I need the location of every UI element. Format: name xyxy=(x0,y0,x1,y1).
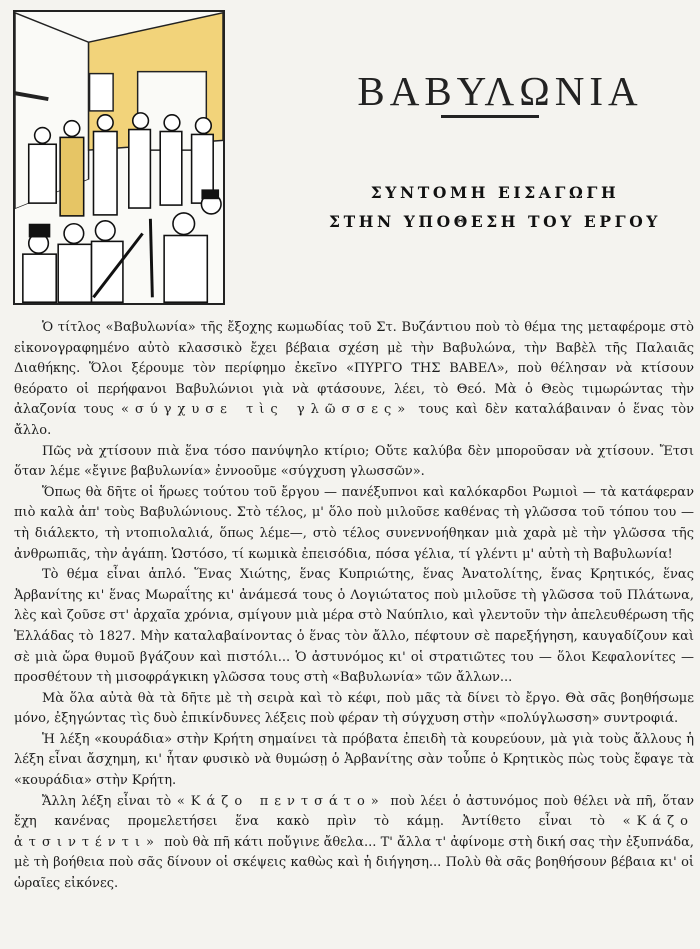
cover-illustration xyxy=(13,10,225,305)
paragraph: Μὰ ὅλα αὐτὰ θὰ τὰ δῆτε μὲ τὴ σειρὰ καὶ τὸ κέφι, ποὺ μᾶς τὰ δίνει τὸ ἔργο. Θὰ σᾶς βοηθήσωμε μόνο, ἐξηγώντας τὶς δυὸ ἐπικίνδυνες λέξεις ποὺ φέραν τὴ σύγχυση στὴν «πολύγλωσση» συντροφιά. xyxy=(14,690,694,727)
section-heading-line-2: ΣΤΗΝ ΥΠΟΘΕΣΗ ΤΟΥ ΕΡΓΟΥ xyxy=(329,212,661,231)
illustration-drawing xyxy=(15,12,223,303)
section-heading xyxy=(295,178,695,236)
wall-poster xyxy=(90,74,114,111)
paragraph-text: Ἄλλη λέξη εἶναι τὸ xyxy=(42,793,177,809)
paragraph-text: ποὺ θὰ πῆ κάτι ποὔγινε ἄθελα... Τ' ἄλλα τ' ἀφίνομε στὴ δική σας τὴν ἐξυπνάδα, μὲ τὴ βοήθεια ποὺ σᾶς δίνουν οἱ σκέψεις καθὼς καὶ ἡ διήγηση... Πολὺ θὰ σᾶς βοηθήσουν βέβαια κι' οἱ ὡραῖες εἰκόνες. xyxy=(14,834,694,892)
emphasized-phrase: «Κάζο ἀτσιντέντι» xyxy=(14,814,694,850)
paragraph: Ὅπως θὰ δῆτε οἱ ἥρωες τούτου τοῦ ἔργου — πανέξυπνοι καὶ καλόκαρδοι Ρωμιοὶ — τὰ κατάφεραν πιὸ καλὰ ἀπ' τοὺς Βαβυλώνιους. Στὸ τέλος, μ' ὅλο ποὺ μιλοῦσε καθένας τὴ γλῶσσα τοῦ τόπου του — τὴ διάλεκτο, τὴ ντοπιολαλιά, ὅπως λέμε—, στὸ τέλος συνεννοήθηκαν μιὰ χαρὰ μὲ τὴν γλῶσσα τῆς ἀνθρωπιᾶς, τὴν ἀγάπη. Ὡστόσο, τί κωμικὰ ἐπεισόδια, πόσα γέλια, τί γλέντι μ' αὐτὴ τὴ Βαβυλωνία! xyxy=(14,484,694,562)
paragraph-text: τους καὶ δὲν καταλάβαιναν ὁ ἕνας τὸν ἄλλο. xyxy=(14,402,694,438)
title-divider xyxy=(441,115,539,118)
paragraph xyxy=(14,318,694,442)
emphasized-phrase: «Κάζο πεντσάτο» xyxy=(176,793,385,809)
emphasized-phrase: «σύγχυσε τὶς γλῶσσες» xyxy=(121,402,412,418)
paragraph: Πῶς νὰ χτίσουν πιὰ ἕνα τόσο πανύψηλο κτίριο; Οὔτε καλύβα δὲν μποροῦσαν νὰ χτίσουν. Ἔτσι ὅταν λέμε «ἔγινε βαβυλωνία» ἐννοοῦμε «σύγχυση γλωσσῶν». xyxy=(14,443,694,480)
paragraph xyxy=(14,792,694,895)
paragraph: Ἡ λέξη «κουράδια» στὴν Κρήτη σημαίνει τὰ πρόβατα ἐπειδὴ τὰ κουρεύουν, μὰ γιὰ τοὺς ἄλλους ἡ λέξη εἶναι ἄσχημη, κι' ἦταν φυσικὸ νὰ θυμώσῃ ὁ Ἀρβανίτης σὰν τοὖπε ὁ Κρητικὸς πὼς τοὺς ἔφαγε τὰ «κουράδια» στὴν Κρήτη. xyxy=(14,731,694,789)
paragraph-text: Ὁ τίτλος «Βαβυλωνία» τῆς ἔξοχης κωμωδίας τοῦ Στ. Βυζάντιου ποὺ τὸ θέμα της μεταφέρομε στὸ εἰκονογραφημένο αὐτὸ κλασσικὸ ἔχει βέβαια σχέση μὲ τὴν Βαβυλώνα, τὴν Βαβὲλ τῆς Παλαιᾶς Διαθήκης. Ὅλοι ξέρουμε τὸν περίφημο ἐκεῖνο «ΠΥΡΓΟ ΤΗΣ ΒΑΒΕΛ», ποὺ θέλησαν νὰ κτίσουν θεόρατο οἱ περήφανοι Βαβυλώνιοι γιὰ νὰ φτάσουνε, λέει, τὸ Θεό. Μὰ ὁ Θεὸς τιμωρώντας τὴν ἀλαζονία τους xyxy=(14,320,694,418)
paragraph: Τὸ θέμα εἶναι ἁπλό. Ἕνας Χιώτης, ἕνας Κυπριώτης, ἕνας Ἀνατολίτης, ἕνας Κρητικός, ἕνας Ἀρβανίτης κι' ἕνας Μωραΐτης κι' ἀνάμεσά τους ὁ Λογιώτατος ποὺ μιλοῦσε τὴ γλῶσσα τοῦ Πλάτωνα, λὲς καὶ ζοῦσε στ' ἀρχαῖα χρόνια, σμίγουν μιὰ μέρα στὸ Ναύπλιο, καὶ γλεντοῦν τὴν ἀπελευθέρωση τῆς Ἑλλάδας τὸ 1827. Μὴν καταλαβαίνοντας ὁ ἕνας τὸν ἄλλο, πέφτουν σὲ παρεξήγηση, καυγαδίζουν καὶ σὲ μιὰ ὥρα θυμοῦ βγάζουν καὶ πιστόλι... Ὁ ἀστυνόμος κι' οἱ στρατιῶτες του — ὅλοι Κεφαλονίτες — προσθέτουν τὴ μισοφράγκικη γλῶσσα τους στὴ «Βαβυλωνία» τῶν ἄλλων... xyxy=(14,567,694,686)
page-title: ΒΑΒΥΛΩΝΙΑ xyxy=(357,68,643,115)
article-body xyxy=(14,318,694,895)
section-heading-line-1: ΣΥΝΤΟΜΗ ΕΙΣΑΓΩΓΗ xyxy=(370,183,620,202)
paragraph-text: ποὺ λέει ὁ ἀστυνόμος ποὺ θέλει νὰ πῆ, ὅταν ἔχη κανένας προμελετήσει ἕνα κακὸ πρὶν τὸ κάμῃ. Ἀντίθετο εἶναι τὸ xyxy=(14,793,694,830)
